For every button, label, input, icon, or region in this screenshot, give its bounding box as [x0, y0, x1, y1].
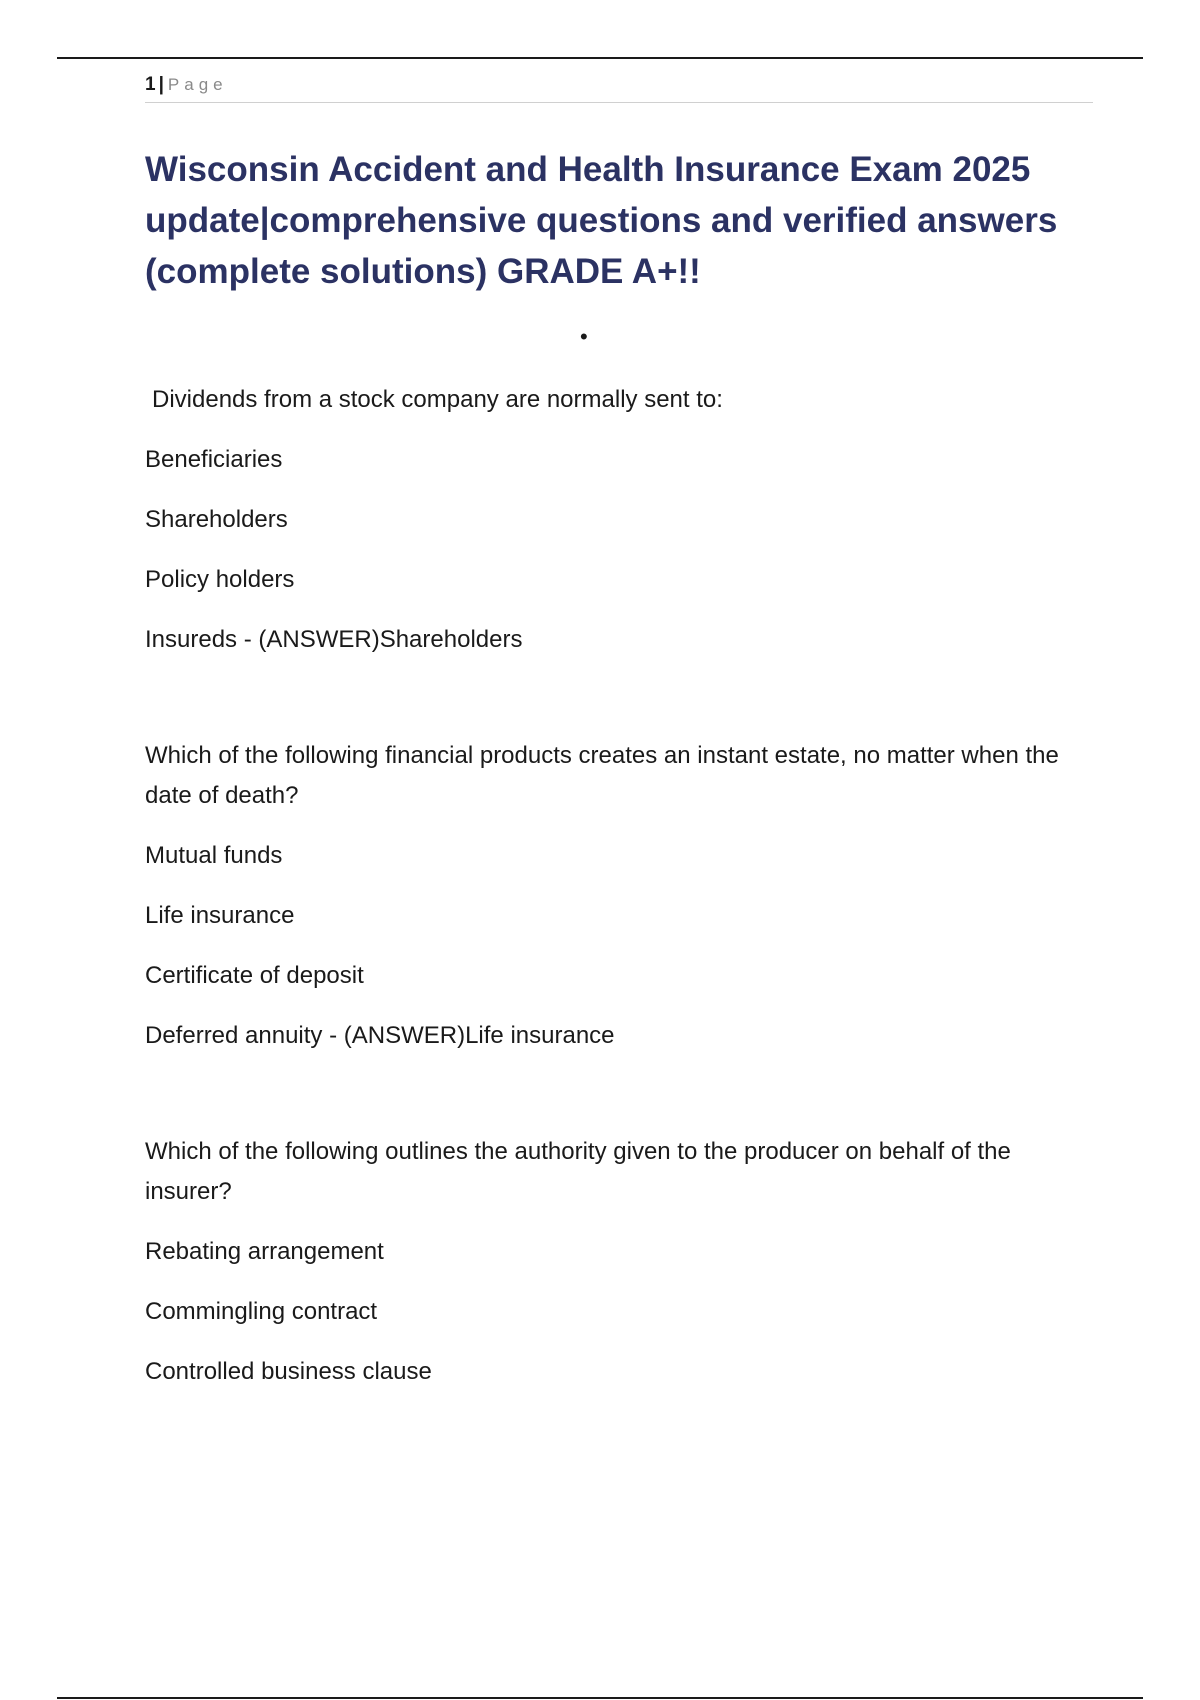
question-text: Which of the following financial products creates an instant estate, no matter when the date of death?: [145, 742, 1059, 809]
bullet-marker: •: [580, 324, 588, 349]
document-title: Wisconsin Accident and Health Insurance Exam 2025 update|comprehensive questions and verified answers (complete solutions) GRADE A+!!: [145, 150, 1058, 291]
top-rule: [57, 57, 1143, 59]
option-item: Controlled business clause: [145, 1358, 432, 1385]
page-header: [145, 74, 1093, 103]
question-block-1: [145, 378, 1095, 678]
option-answer-item: Insureds - (ANSWER)Shareholders: [145, 626, 523, 653]
option-item: Rebating arrangement: [145, 1238, 384, 1265]
question-block-2: [145, 736, 1095, 1074]
option-item: Mutual funds: [145, 842, 283, 869]
bottom-rule: [57, 1697, 1143, 1699]
question-list: [145, 378, 1095, 1410]
page-label: Page: [167, 75, 228, 94]
page-number: 1: [145, 74, 156, 95]
option-item: Certificate of deposit: [145, 962, 364, 989]
option-answer-item: Deferred annuity - (ANSWER)Life insurance: [145, 1022, 615, 1049]
question-text: Which of the following outlines the authority given to the producer on behalf of the insurer?: [145, 1138, 1011, 1205]
question-text: Dividends from a stock company are normally sent to:: [152, 386, 723, 413]
option-item: Life insurance: [145, 902, 295, 929]
option-item: Commingling contract: [145, 1298, 378, 1325]
spacer: [145, 1074, 1095, 1132]
page-separator: |: [158, 74, 164, 95]
option-item: Beneficiaries: [145, 446, 283, 473]
option-item: Policy holders: [145, 566, 295, 593]
spacer: [145, 678, 1095, 736]
option-item: Shareholders: [145, 506, 288, 533]
question-block-3: [145, 1132, 1095, 1410]
